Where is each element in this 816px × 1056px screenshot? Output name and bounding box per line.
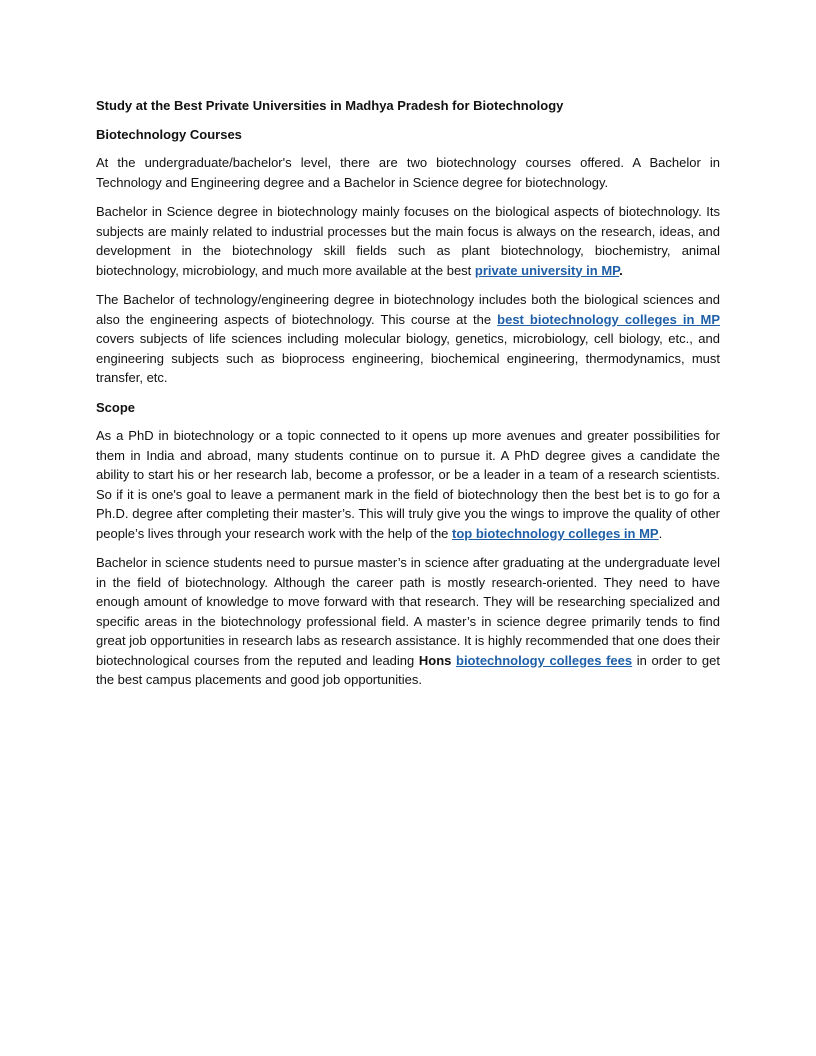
paragraph-bsc bbox=[96, 202, 720, 280]
biotech-colleges-fees-link[interactable]: biotechnology colleges fees bbox=[456, 652, 633, 668]
paragraph-text: . bbox=[619, 262, 623, 278]
document-page bbox=[96, 96, 720, 700]
paragraph-masters bbox=[96, 553, 720, 690]
paragraph-btech bbox=[96, 290, 720, 388]
paragraph-text: The Bachelor of technology/engineering degree in biotechnology includes both the biological sciences and also the engineering aspects of biotechnology. This course at the bbox=[96, 292, 720, 327]
paragraph-text: in order to get the best campus placements and good job opportunities. bbox=[96, 652, 720, 687]
top-biotech-colleges-link[interactable]: top biotechnology colleges in MP bbox=[452, 525, 659, 541]
hons-bold-text: Hons bbox=[418, 652, 452, 668]
paragraph-text: At the undergraduate/bachelor's level, there are two biotechnology courses offered. A Bachelor in Technology and Engineering degree and a Bachelor in Science degree for biotechnology. bbox=[96, 155, 720, 190]
section-heading-courses: Biotechnology Courses bbox=[96, 126, 242, 142]
private-university-link[interactable]: private university in MP bbox=[474, 262, 620, 278]
paragraph-text: Bachelor in science students need to pursue master’s in science after graduating at the undergraduate level in the field of biotechnology. Although the career path is mostly research-oriented. They need to have enough amount of knowledge to move forward with that research. They will be researching specialized and specific areas in the biotechnology professional field. A master’s in science degree primarily tends to find great job opportunities in research labs as research assistance. It is highly recommended that one does their biotechnological courses from the reputed and leading bbox=[96, 555, 720, 668]
best-biotech-colleges-link[interactable]: best biotechnology colleges in MP bbox=[497, 311, 720, 327]
paragraph-text: covers subjects of life sciences including molecular biology, genetics, microbiology, cell biology, etc., and engineering subjects such as bioprocess engineering, biochemical engineering, thermodynamics, must transfer, etc. bbox=[96, 331, 720, 385]
paragraph-text: Bachelor in Science degree in biotechnology mainly focuses on the biological aspects of biotechnology. Its subjects are mainly related to industrial processes but the main focus is always on the research, ideas, and development in the biotechnology skill fields such as plant biotechnology, biochemistry, animal biotechnology, microbiology, and much more available at the best bbox=[96, 204, 720, 278]
document-title: Study at the Best Private Universities in Madhya Pradesh for Biotechnology bbox=[96, 98, 564, 113]
section-heading-scope: Scope bbox=[96, 399, 136, 415]
paragraph-phd bbox=[96, 426, 720, 543]
paragraph-text: As a PhD in biotechnology or a topic connected to it opens up more avenues and greater possibilities for them in India and abroad, many students continue on to pursue it. A PhD degree gives a candidate the ability to start his or her research lab, become a professor, or be a leader in a team of a research scientists. So if it is one's goal to leave a permanent mark in the field of biotechnology then the best bet is to go for a Ph.D. degree after completing their master’s. This will truly give you the wings to improve the quality of other people’s lives through your research work with the help of the bbox=[96, 428, 720, 541]
paragraph-courses-intro bbox=[96, 153, 720, 192]
paragraph-text: . bbox=[658, 525, 663, 541]
